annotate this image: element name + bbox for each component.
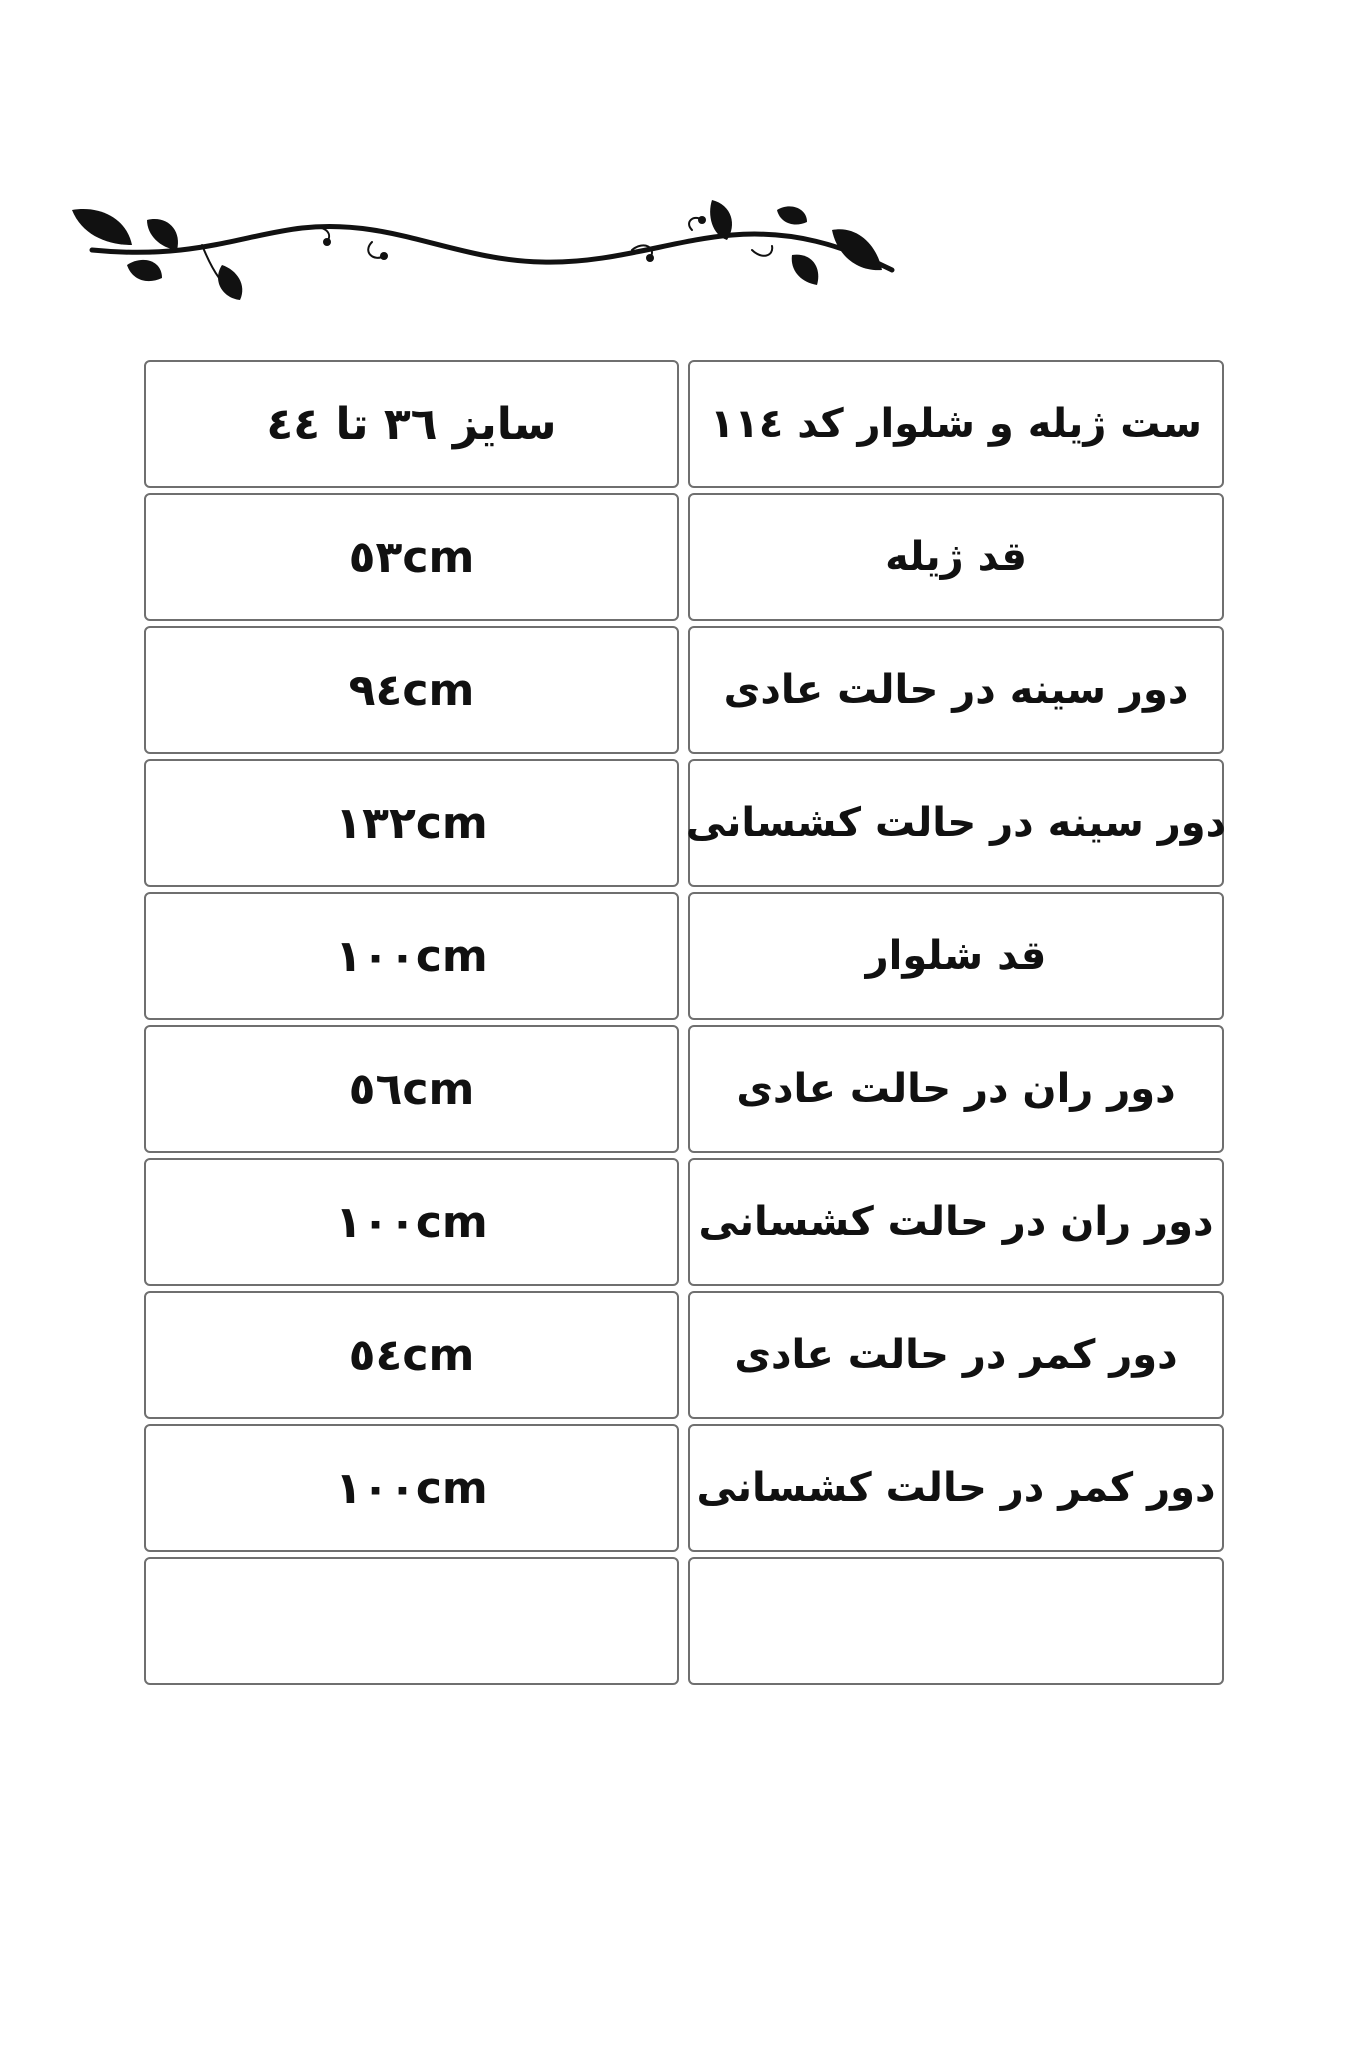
table-row — [144, 493, 1226, 626]
size-value: ١٠٠cm — [335, 930, 488, 982]
table-row — [144, 1291, 1226, 1424]
size-label: دور کمر در حالت کشسانی — [696, 1465, 1216, 1511]
table-row — [144, 1557, 1226, 1690]
size-value: ٥٤cm — [348, 1329, 475, 1381]
size-value-cell — [144, 493, 679, 621]
size-label: دور سینه در حالت کشسانی — [685, 800, 1227, 846]
table-row — [144, 1158, 1226, 1291]
size-value-cell — [144, 1424, 679, 1552]
size-value: سایز ۳٦ تا ٤٤ — [266, 398, 557, 450]
size-value: ٥٦cm — [348, 1063, 475, 1115]
size-value-cell — [144, 1025, 679, 1153]
size-value: ١٠٠cm — [335, 1196, 488, 1248]
size-label: دور سینه در حالت عادی — [723, 667, 1189, 713]
size-label: دور ران در حالت عادی — [736, 1066, 1176, 1112]
size-label-cell — [688, 892, 1224, 1020]
table-row — [144, 360, 1226, 493]
size-label: دور کمر در حالت عادی — [734, 1332, 1178, 1378]
size-value-cell — [144, 626, 679, 754]
size-label-cell — [688, 1424, 1224, 1552]
size-label-cell — [688, 1291, 1224, 1419]
size-label-cell — [688, 1158, 1224, 1286]
table-row — [144, 1025, 1226, 1158]
size-label: دور ران در حالت کشسانی — [698, 1199, 1214, 1245]
size-label-cell — [688, 626, 1224, 754]
size-label: ست ژیله و شلوار کد ۱۱٤ — [710, 401, 1202, 447]
size-label-cell — [685, 759, 1227, 887]
table-row — [144, 892, 1226, 1025]
table-row — [144, 759, 1226, 892]
size-label-cell — [688, 1025, 1224, 1153]
size-table — [144, 360, 1226, 1690]
size-label: قد ژیله — [885, 534, 1027, 580]
size-label-cell — [688, 360, 1224, 488]
size-label-cell — [688, 493, 1224, 621]
table-row — [144, 626, 1226, 759]
empty-value-cell — [144, 1557, 679, 1685]
size-value: ١٠٠cm — [335, 1462, 488, 1514]
size-value-cell — [144, 1158, 679, 1286]
size-label: قد شلوار — [865, 933, 1047, 979]
size-value: ١٣٢cm — [335, 797, 488, 849]
size-value: ٩٤cm — [348, 664, 475, 716]
table-row — [144, 1424, 1226, 1557]
size-value-cell — [144, 892, 679, 1020]
size-value: ٥٣cm — [348, 531, 475, 583]
size-value-cell — [144, 360, 679, 488]
empty-label-cell — [688, 1557, 1224, 1685]
size-value-cell — [144, 759, 679, 887]
size-value-cell — [144, 1291, 679, 1419]
floral-vine-ornament — [72, 190, 902, 320]
